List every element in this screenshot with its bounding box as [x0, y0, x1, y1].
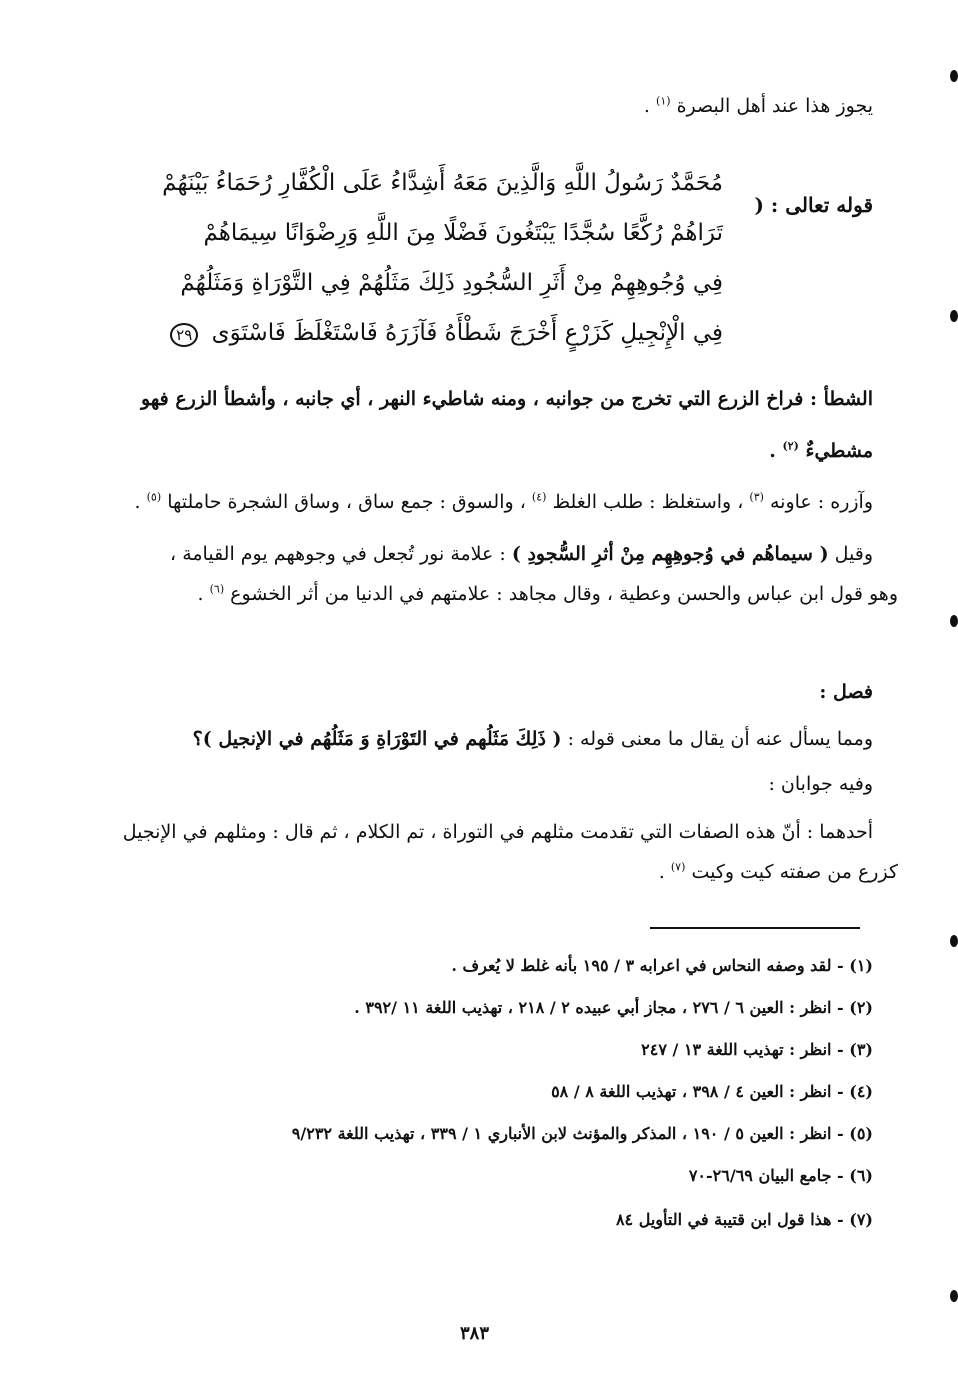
azara-text-c: ، والسوق : جمع ساق ، وساق الشجرة حاملتها — [167, 491, 526, 513]
intro-line — [644, 92, 873, 120]
quran-verse — [162, 158, 723, 358]
verse-line-4 — [176, 308, 723, 358]
answer-1-text: كزرع من صفته كيت وكيت — [691, 861, 898, 883]
azara-text-a: وآزره : عاونه — [769, 491, 873, 513]
shata-end: . — [769, 440, 776, 462]
footnote-5: (٥) - انظر : العين ٥ / ١٩٠ ، المذكر والمؤنث لابن الأنباري ١ / ٣٣٩ ، تهذيب اللغة ٩/٢٣٢ — [291, 1124, 873, 1143]
verse-line-1: مُحَمَّدٌ رَسُولُ اللَّهِ وَالَّذِينَ مَعَهُ أَشِدَّاءُ عَلَى الْكُفَّارِ رُحَمَاءُ بَيْنَهُمْ — [162, 170, 723, 196]
shata-line-2 — [769, 437, 873, 465]
answer-1-line-2 — [659, 858, 898, 886]
qila-quote: ( سيماهُم في وُجوهِهِم مِنْ أثرِ السُّجودِ ) — [511, 543, 829, 565]
qila-line-2-text: وهو قول ابن عباس والحسن وعطية ، وقال مجاهد : علامتهم في الدنيا من أثر الخشوع — [230, 583, 898, 605]
footnote-ref-3[interactable]: (٣) — [749, 490, 764, 504]
footnote-2: (٢) - انظر : العين ٦ / ٢٧٦ ، مجاز أبي عبيده ٢ / ٢١٨ ، تهذيب اللغة ١١ /٣٩٢ . — [354, 998, 873, 1017]
footnote-ref-1[interactable]: (١) — [656, 94, 671, 108]
footnote-7: (٧) - هذا قول ابن قتيبة في التأويل ٨٤ — [615, 1210, 873, 1229]
footnote-ref-7[interactable]: (٧) — [670, 860, 686, 874]
footnote-ref-6[interactable]: (٦) — [209, 582, 225, 596]
answer-1-end: . — [658, 861, 665, 883]
qila-text-b: : علامة نور تُجعل في وجوههم يوم القيامة ، — [170, 543, 506, 565]
footnote-1: (١) - لقد وصفه النحاس في اعرابه ٣ / ١٩٥ بأنه غلط لا يُعرف . — [451, 956, 873, 975]
footnote-4: (٤) - انظر : العين ٤ / ٣٩٨ ، تهذيب اللغة ٨ / ٥٨ — [551, 1082, 873, 1101]
answers-line: وفيه جوابان : — [768, 773, 873, 795]
binding-hole-mark — [950, 1290, 958, 1302]
section-heading-fasl: فصل : — [819, 681, 873, 703]
question-text: ومما يسأل عنه أن يقال ما معنى قوله : — [567, 728, 873, 750]
question-quote: ( ذَلِكَ مَثَلُهم في التَوْرَاةِ وَ مَثَلُهُم في الإنجيل )؟ — [192, 728, 562, 750]
verse-line-2: تَرَاهُمْ رُكَّعًا سُجَّدًا يَبْتَغُونَ فَضْلًا مِنَ اللَّهِ وَرِضْوَانًا سِيمَاهُمْ — [203, 220, 723, 246]
azara-text-b: ، واستغلظ : طلب الغلظ — [552, 491, 744, 513]
footnote-ref-5[interactable]: (٥) — [146, 490, 162, 504]
footnote-ref-4[interactable]: (٤) — [531, 490, 547, 504]
question-line — [193, 725, 873, 753]
binding-hole-mark — [950, 935, 958, 947]
footnote-3: (٣) - انظر : تهذيب اللغة ١٣ / ٢٤٧ — [641, 1040, 873, 1059]
footnote-6: (٦) - جامع البيان ٢٦/٦٩-٧٠ — [688, 1166, 873, 1185]
binding-hole-mark — [950, 70, 958, 82]
intro-text: يجوز هذا عند أهل البصرة — [676, 95, 873, 117]
binding-hole-mark — [950, 615, 958, 627]
page-number: ٣٨٣ — [460, 1323, 490, 1344]
qila-text-a: وقيل — [834, 543, 873, 565]
answer-1-line-1: أحدهما : أنّ هذه الصفات التي تقدمت مثلهم في التوراة ، تم الكلام ، ثم قال : ومثلهم في الإنجيل — [122, 821, 873, 843]
verse-label: قوله تعالى : ( — [754, 193, 873, 217]
footnote-separator — [650, 927, 860, 929]
azara-line — [135, 488, 873, 516]
qila-line-1 — [170, 540, 873, 568]
intro-end: . — [643, 95, 650, 117]
verse-line-3: فِي وُجُوهِهِمْ مِنْ أَثَرِ السُّجُودِ ذَلِكَ مَثَلُهُمْ فِي التَّوْرَاةِ وَمَثَلُهُمْ — [180, 270, 723, 296]
footnote-ref-2[interactable]: (٢) — [782, 439, 799, 453]
binding-hole-mark — [950, 310, 958, 322]
ayah-number-marker: ٢٩ — [170, 323, 198, 347]
shata-word: مشطيءٌ — [805, 440, 873, 462]
verse-line-4-text: فِي الْإِنْجِيلِ كَزَرْعٍ أَخْرَجَ شَطْأَهُ فَآزَرَهُ فَاسْتَغْلَظَ فَاسْتَوَى — [211, 320, 723, 346]
azara-end: . — [134, 491, 141, 513]
shata-line-1: الشطأ : فراخ الزرع التي تخرج من جوانبه ، ومنه شاطيء النهر ، أي جانبه ، وأشطأ الزرع فهو — [141, 388, 873, 410]
qila-line-2 — [198, 580, 898, 608]
qila-end: . — [197, 583, 204, 605]
